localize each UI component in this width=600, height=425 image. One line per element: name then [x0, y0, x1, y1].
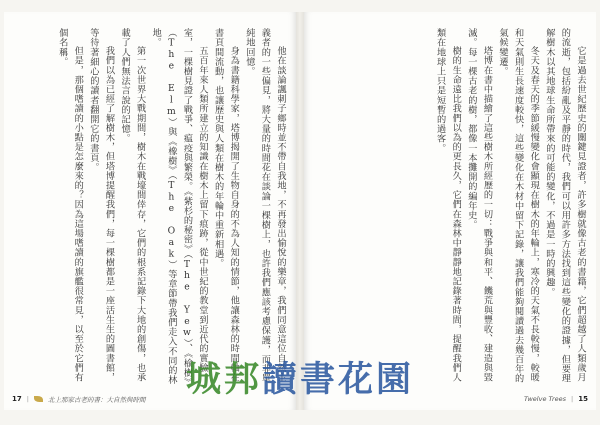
- left-page-paragraph: 身為書籍科學家，塔博揭開了生物自身的不為人知的情節，他讓森林的時間軸在書頁間流動，也讓歷史與人類在樹木的年輪中重新相遇。: [212, 28, 240, 383]
- right-page: [304, 12, 596, 410]
- watermark-char: 城: [185, 360, 224, 400]
- left-page-paragraph: 我們以為已經了解樹木，但塔博提醒我們，每一棵樹都是一座活生生的圖書館，等待著細心的讀者翻開它的書頁。: [87, 28, 115, 383]
- watermark-char: 花: [338, 360, 377, 400]
- book-gutter: [296, 12, 304, 410]
- footer-separator: |: [26, 395, 29, 403]
- left-page-paragraph: 他在談論諷刺子鄉時並不帶自我地，不再發出愉悅的樂章，我們同意這位自然主義者的一些偏見，將大量的時間花在談論一棵樹上，也許我們應該考慮保護，而非單純地回憶。: [243, 28, 286, 384]
- right-page-text: [312, 28, 588, 388]
- left-page-number: 17: [12, 395, 22, 403]
- left-page-paragraph: 第一次世界大戰期間，樹木在戰壕間倖存，它們的根系記錄下大地的創傷，也承載了人們無法言說的記憶。: [119, 28, 146, 383]
- footer-separator: |: [571, 395, 574, 403]
- watermark-char: 邦: [223, 360, 262, 400]
- right-page-paragraph: 樹的生命遠比我們以為的更長久，它們在森林中靜靜地記錄著時間，提醒我們人類在地球上只是短暫的過客。: [434, 28, 462, 383]
- left-page-paragraph: 但是，那個嗜讀的小點是怎麼來的？因為這場嗜讀的旗艦很常見，以至於它們有個名稱。: [56, 28, 84, 383]
- watermark-char: 讀: [261, 360, 300, 400]
- left-page-paragraph: 五百年來人類所建立的知識在樹木上留下痕跡，從中世紀的教堂到近代的實驗室，一棵樹見證了戰爭、瘟疫與繁榮。《紫杉的秘密》（The Yew）、《榆樹》（The Elm）與《橡樹》（The Oak）等章節帶我們走入不同的林地。: [150, 28, 209, 387]
- right-running-title: Twelve Trees: [524, 395, 567, 403]
- watermark-char: 園: [376, 360, 415, 400]
- right-page-paragraph: 塔博在書中描繪了這些樹木所經歷的一切：戰爭與和平、饑荒與豐收、建造與毀滅。每一棵古老的樹，都像一本攤開的編年史。: [465, 28, 493, 383]
- left-page: [4, 12, 296, 410]
- left-page-text: [14, 28, 288, 388]
- left-running-title: 北上那家古老的書：大自然與時間: [47, 395, 146, 404]
- publisher-watermark: [0, 352, 600, 402]
- right-page-paragraph: 它是過去世紀歷史的關鍵見證者，許多樹就像古老的書籍，它們超越了人類歲月的流逝，包括紛亂及平靜的時代，我們可以用許多方法找到這些變化的證據，但要理解樹木以其地球生命所帶來的可能的變化，不過是一時的興趣。: [543, 28, 586, 384]
- right-page-number: 15: [578, 395, 588, 403]
- right-page-paragraph: 冬天及春天的季節緩慢變化會顯現在樹木的年輪上，寒冷的天氣不長較慢，較暖和天氣則生長速度較快，這些變化在木材中留下記錄，讓我們能夠閱讀過去幾百年的氣候變遷。: [497, 28, 540, 384]
- watermark-char: 書: [300, 360, 339, 400]
